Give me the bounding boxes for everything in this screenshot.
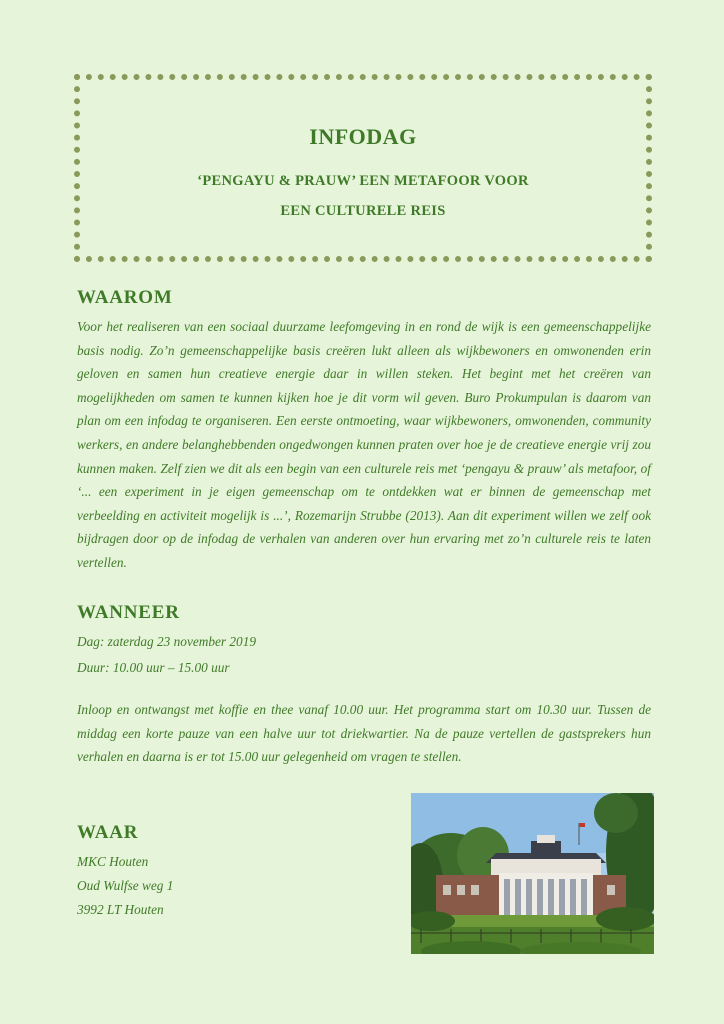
page-subtitle xyxy=(80,166,646,226)
address-city: 3992 LT Houten xyxy=(77,902,164,917)
subtitle-line-1: ‘PENGAYU & PRAUW’ EEN METAFOOR VOOR xyxy=(197,173,529,189)
duration-line: Duur: 10.00 uur – 15.00 uur xyxy=(77,660,230,675)
address-street: Oud Wulfse weg 1 xyxy=(77,878,174,893)
heading-wanneer: WANNEER xyxy=(77,602,180,623)
heading-waarom: WAAROM xyxy=(77,287,173,308)
subtitle-line-2: EEN CULTURELE REIS xyxy=(280,203,446,219)
paragraph-wanneer: Inloop en ontwangst met koffie en thee vanaf 10.00 uur. Het programma start om 10.30 uur. Tussen de middag een korte pauze van een halve uur tot driekwartier. Na de pauze vertellen de gastsprekers hun verhalen en daarna is er tot 15.00 uur gelegenheid om vragen te stellen. xyxy=(77,702,651,765)
date-line: Dag: zaterdag 23 november 2019 xyxy=(77,634,256,649)
paragraph-waarom: Voor het realiseren van een sociaal duurzame leefomgeving in en rond de wijk is een gemeenschappelijke basis nodig. Zo’n gemeenschappelijke basis creëren lukt alleen als wijkbewoners en omwonenden erin geloven en samen hun creatieve energie daar in willen steken. Het begint met het creëren van mogelijkheden om samen te kunnen kijken hoe je dit vorm wil geven. Buro Prokumpulan is daarom van plan om een infodag te organiseren. Een eerste ontmoeting, waar wijkbewoners, omwonenden, community werkers, en andere belanghebbenden ongedwongen kunnen praten over hoe je de creatieve energie vrij zou kunnen maken. Zelf zien we dit als een begin van een culturele reis met ‘pengayu & prauw’ als metafoor, of ‘... een experiment in je eigen gemeenschap om te ontdekken wat er binnen de gemeenschap met verbeelding en activiteit mogelijk is ...’, Rozemarijn Strubbe (2013). Aan dit experiment willen we zelf ook bijdragen door op de infodag de verhalen van anderen over hun ervaring met zo’n culturele reis te laten vertellen. xyxy=(77,319,651,570)
page-title: INFODAG xyxy=(309,124,417,149)
heading-waar: WAAR xyxy=(77,822,139,843)
venue-photo xyxy=(411,793,654,954)
address-name: MKC Houten xyxy=(77,854,149,869)
title-box xyxy=(74,74,652,262)
